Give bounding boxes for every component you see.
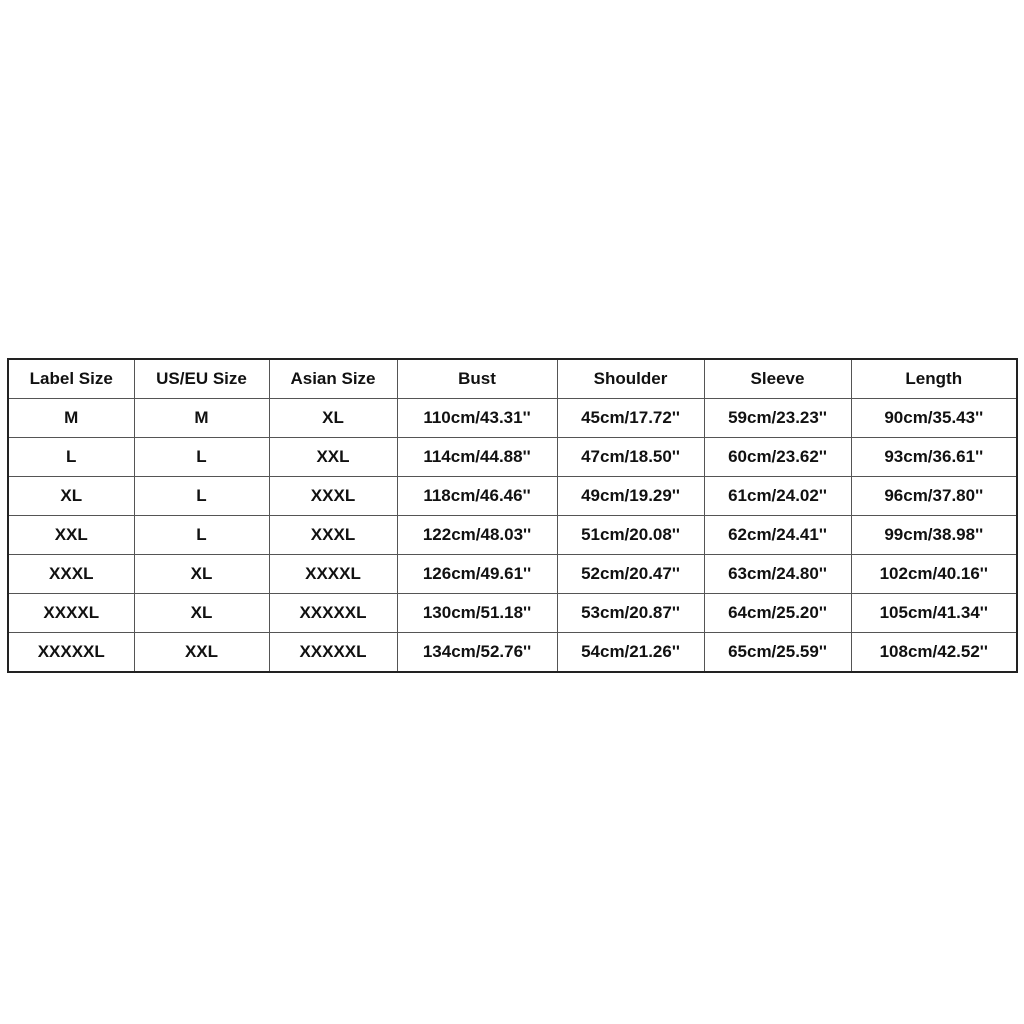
table-row [8, 477, 1017, 516]
cell-shoulder: 45cm/17.72'' [557, 399, 704, 438]
cell-shoulder: 52cm/20.47'' [557, 555, 704, 594]
cell-length: 96cm/37.80'' [851, 477, 1017, 516]
cell-length: 108cm/42.52'' [851, 633, 1017, 673]
cell-us-eu-size: XL [134, 555, 269, 594]
cell-bust: 114cm/44.88'' [397, 438, 557, 477]
cell-bust: 130cm/51.18'' [397, 594, 557, 633]
cell-asian-size: XXXXXL [269, 633, 397, 673]
cell-length: 102cm/40.16'' [851, 555, 1017, 594]
cell-label-size: XXXXL [8, 594, 134, 633]
cell-asian-size: XXXL [269, 516, 397, 555]
cell-shoulder: 53cm/20.87'' [557, 594, 704, 633]
table-row [8, 399, 1017, 438]
table-row [8, 438, 1017, 477]
cell-length: 99cm/38.98'' [851, 516, 1017, 555]
cell-asian-size: XXL [269, 438, 397, 477]
cell-label-size: XXL [8, 516, 134, 555]
cell-us-eu-size: L [134, 438, 269, 477]
table-row [8, 633, 1017, 673]
cell-shoulder: 49cm/19.29'' [557, 477, 704, 516]
cell-asian-size: XL [269, 399, 397, 438]
cell-length: 90cm/35.43'' [851, 399, 1017, 438]
table-row [8, 555, 1017, 594]
header-label-size: Label Size [8, 359, 134, 399]
table-body [8, 399, 1017, 673]
cell-shoulder: 54cm/21.26'' [557, 633, 704, 673]
table-row [8, 594, 1017, 633]
cell-sleeve: 63cm/24.80'' [704, 555, 851, 594]
header-asian-size: Asian Size [269, 359, 397, 399]
cell-asian-size: XXXXL [269, 555, 397, 594]
header-length: Length [851, 359, 1017, 399]
header-row [8, 359, 1017, 399]
cell-length: 105cm/41.34'' [851, 594, 1017, 633]
cell-us-eu-size: XL [134, 594, 269, 633]
header-bust: Bust [397, 359, 557, 399]
cell-us-eu-size: L [134, 477, 269, 516]
cell-us-eu-size: M [134, 399, 269, 438]
cell-sleeve: 61cm/24.02'' [704, 477, 851, 516]
header-us-eu-size: US/EU Size [134, 359, 269, 399]
cell-label-size: XXXL [8, 555, 134, 594]
cell-us-eu-size: L [134, 516, 269, 555]
cell-bust: 110cm/43.31'' [397, 399, 557, 438]
cell-us-eu-size: XXL [134, 633, 269, 673]
cell-asian-size: XXXXXL [269, 594, 397, 633]
cell-bust: 134cm/52.76'' [397, 633, 557, 673]
cell-label-size: XL [8, 477, 134, 516]
header-sleeve: Sleeve [704, 359, 851, 399]
cell-bust: 118cm/46.46'' [397, 477, 557, 516]
cell-asian-size: XXXL [269, 477, 397, 516]
cell-shoulder: 51cm/20.08'' [557, 516, 704, 555]
cell-sleeve: 62cm/24.41'' [704, 516, 851, 555]
cell-sleeve: 60cm/23.62'' [704, 438, 851, 477]
header-shoulder: Shoulder [557, 359, 704, 399]
cell-label-size: M [8, 399, 134, 438]
cell-bust: 126cm/49.61'' [397, 555, 557, 594]
cell-label-size: XXXXXL [8, 633, 134, 673]
cell-length: 93cm/36.61'' [851, 438, 1017, 477]
cell-sleeve: 59cm/23.23'' [704, 399, 851, 438]
table-row [8, 516, 1017, 555]
cell-label-size: L [8, 438, 134, 477]
cell-shoulder: 47cm/18.50'' [557, 438, 704, 477]
cell-sleeve: 64cm/25.20'' [704, 594, 851, 633]
cell-bust: 122cm/48.03'' [397, 516, 557, 555]
table-header [8, 359, 1017, 399]
cell-sleeve: 65cm/25.59'' [704, 633, 851, 673]
size-chart-table [7, 358, 1018, 673]
